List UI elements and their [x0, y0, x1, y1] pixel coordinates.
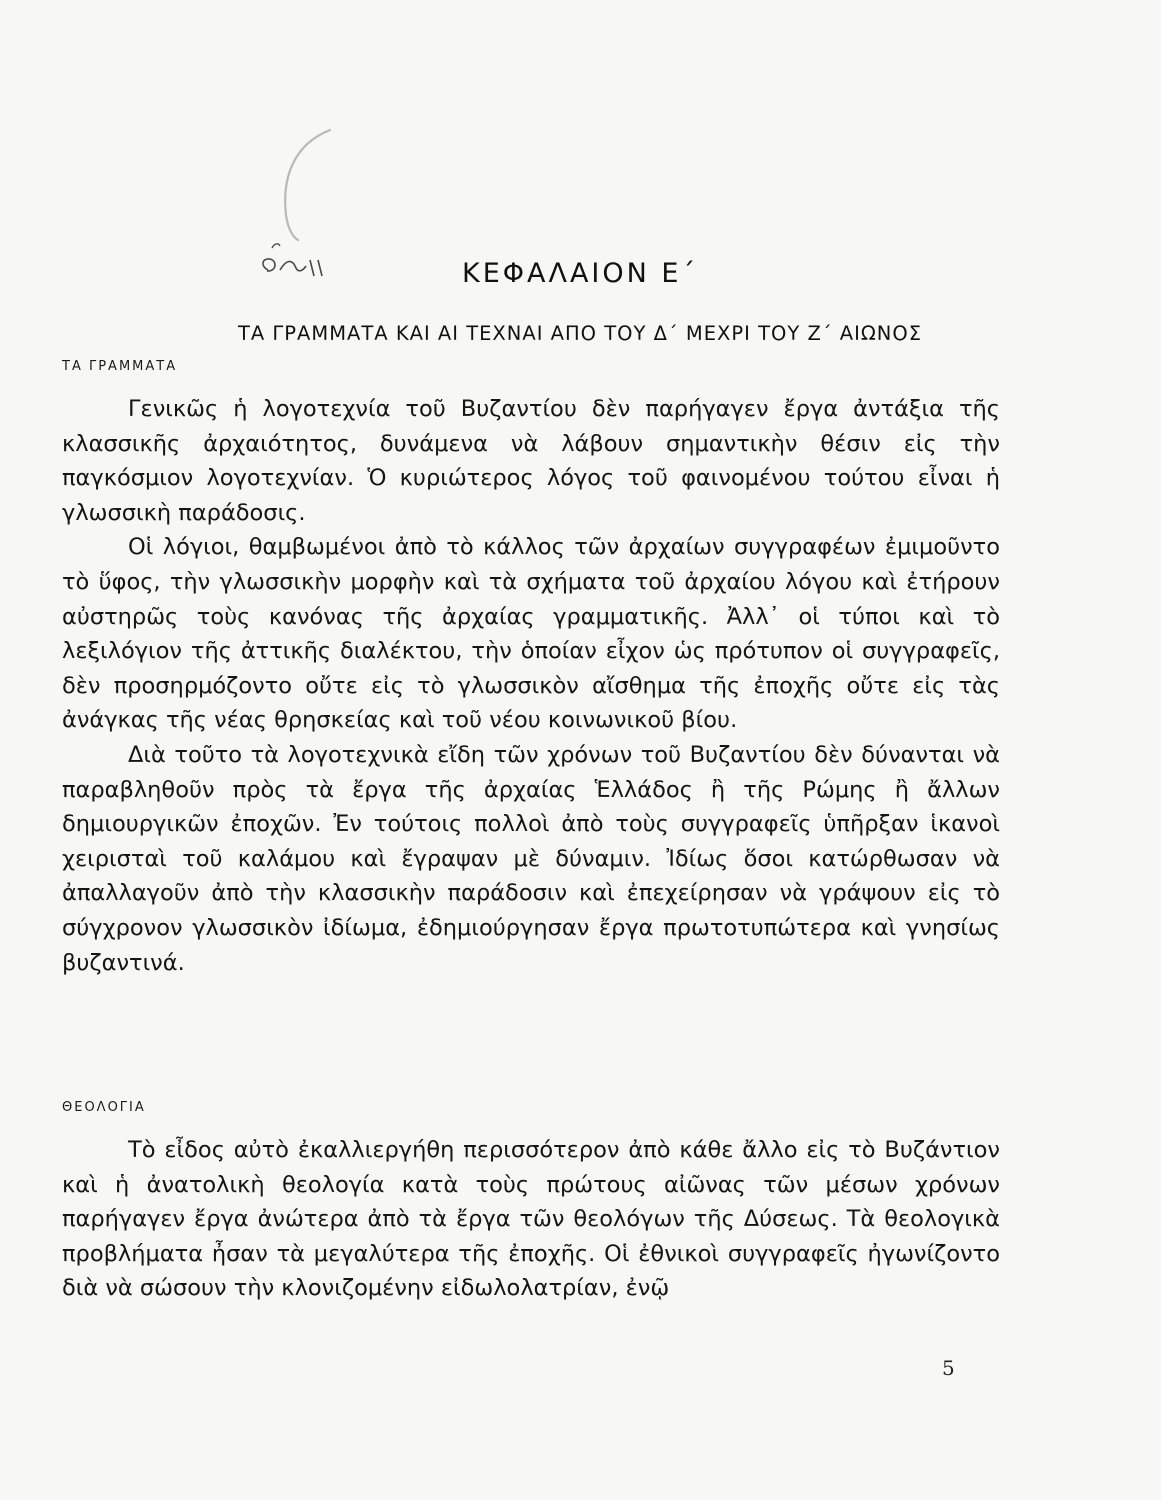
paragraph: Τὸ εἶδος αὐτὸ ἐκαλλιεργήθη περισσότερον ἀπὸ κάθε ἄλλο εἰς τὸ Βυζάντιον καὶ ἡ ἀνατολικὴ θεολογία κατὰ τοὺς πρώτους αἰῶνας τῶν μέσων χρόνων παρήγαγεν ἔργα ἀνώτερα ἀπὸ τὰ ἔργα τῶν θεολόγων τῆς Δύσεως. Τὰ θεολογικὰ προβλήματα ἦσαν τὰ μεγαλύτερα τῆς ἐποχῆς. Οἱ ἐθνικοὶ συγγραφεῖς ἠγωνίζοντο διὰ νὰ σώσουν τὴν κλονιζομένην εἰδωλολατρίαν, ἐνῷ: [62, 1137, 1000, 1302]
chapter-subtitle: ΤΑ ΓΡΑΜΜΑΤΑ ΚΑΙ ΑΙ ΤΕΧΝΑΙ ΑΠΟ ΤΟΥ Δ΄ ΜΕΧΡΙ ΤΟΥ Ζ΄ ΑΙΩΝΟΣ: [237, 322, 923, 345]
section-body-grammata: [62, 392, 1000, 980]
paragraph: Οἱ λόγιοι, θαμβωμένοι ἀπὸ τὸ κάλλος τῶν ἀρχαίων συγγραφέων ἐμιμοῦντο τὸ ὕφος, τὴν γλωσσικὴν μορφὴν καὶ τὰ σχήματα τοῦ ἀρχαίου λόγου καὶ ἐτήρουν αὐστηρῶς τοὺς κανόνας τῆς ἀρχαίας γραμματικῆς. Ἀλλ᾽ οἱ τύποι καὶ τὸ λεξιλόγιον τῆς ἀττικῆς διαλέκτου, τὴν ὁποίαν εἶχον ὡς πρότυπον οἱ συγγραφεῖς, δὲν προσηρμόζοντο οὔτε εἰς τὸ γλωσσικὸν αἴσθημα τῆς ἐποχῆς οὔτε εἰς τὰς ἀνάγκας τῆς νέας θρησκείας καὶ τοῦ νέου κοινωνικοῦ βίου.: [62, 534, 1000, 734]
section-body-theologia: [62, 1133, 1000, 1306]
section-heading-theologia: ΘΕΟΛΟΓΙΑ: [62, 1100, 146, 1115]
paragraph: Γενικῶς ἡ λογοτεχνία τοῦ Βυζαντίου δὲν παρήγαγεν ἔργα ἀντάξια τῆς κλασσικῆς ἀρχαιότητος, δυνάμενα νὰ λάβουν σημαντικὴν θέσιν εἰς τὴν παγκόσμιον λογοτεχνίαν. Ὁ κυριώτερος λόγος τοῦ φαινομένου τούτου εἶναι ἡ γλωσσικὴ παράδοσις.: [62, 396, 1000, 526]
paragraph: Διὰ τοῦτο τὰ λογοτεχνικὰ εἴδη τῶν χρόνων τοῦ Βυζαντίου δὲν δύνανται νὰ παραβληθοῦν πρὸς τὰ ἔργα τῆς ἀρχαίας Ἑλλάδος ἢ τῆς Ρώμης ἢ ἄλλων δημιουργικῶν ἐποχῶν. Ἐν τούτοις πολλοὶ ἀπὸ τοὺς συγγραφεῖς ὑπῆρξαν ἱκανοὶ χειρισταὶ τοῦ καλάμου καὶ ἔγραψαν μὲ δύναμιν. Ἰδίως ὅσοι κατώρθωσαν νὰ ἀπαλλαγοῦν ἀπὸ τὴν κλασσικὴν παράδοσιν καὶ ἐπεχείρησαν νὰ γράψουν εἰς τὸ σύγχρονον γλωσσικὸν ἰδίωμα, ἐδημιούργησαν ἔργα πρωτοτυπώτερα καὶ γνησίως βυζαντινά.: [62, 741, 1000, 976]
page-number: 5: [942, 1356, 955, 1380]
chapter-title: ΚΕΦΑΛΑΙΟΝ Ε΄: [462, 258, 698, 289]
section-heading-grammata: ΤΑ ΓΡΑΜΜΑΤΑ: [62, 359, 178, 374]
